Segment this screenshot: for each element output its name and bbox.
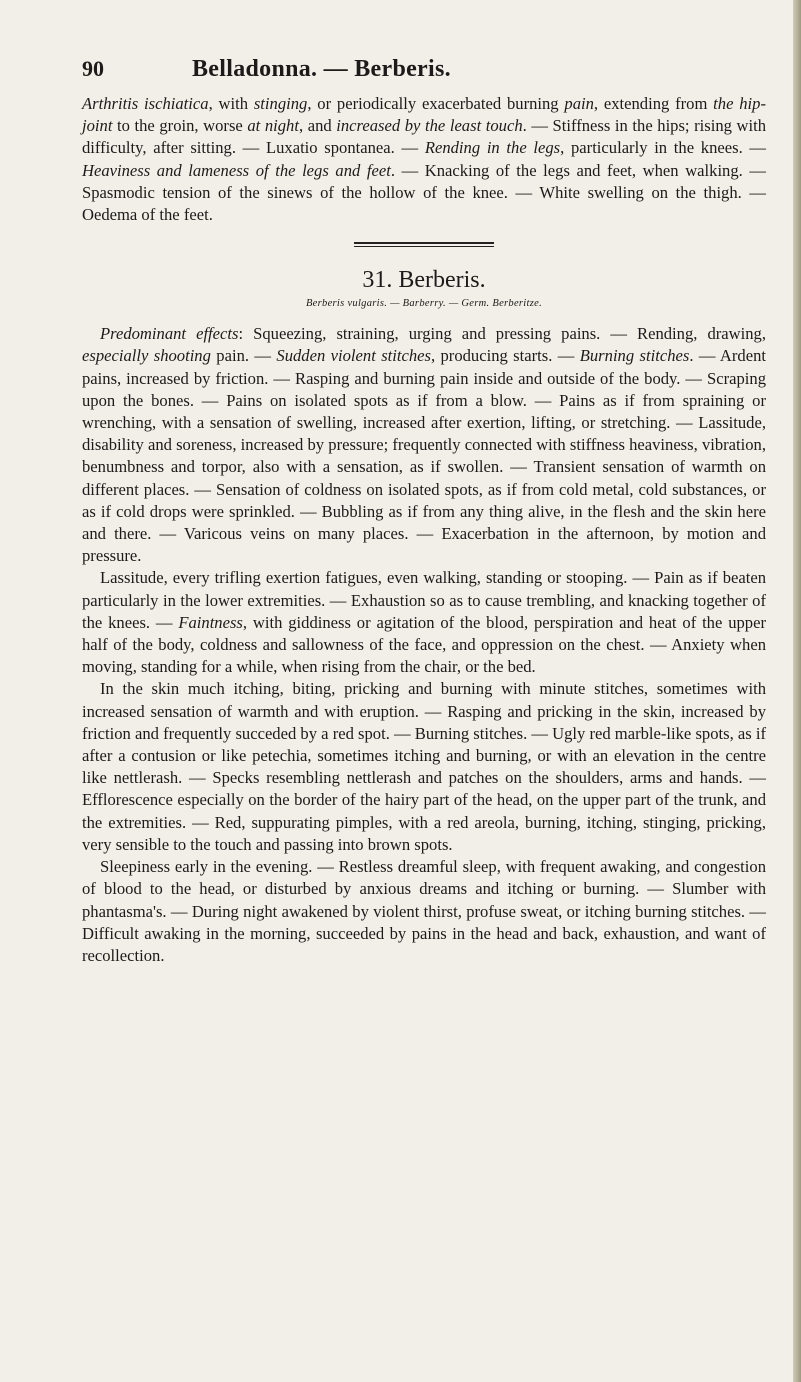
text-segment: , particularly in the knees. — [560, 138, 767, 158]
page-header [82, 56, 766, 83]
body-paragraph [82, 678, 766, 856]
berberis-body [82, 323, 766, 967]
italic-text-segment: especially shooting [82, 346, 211, 366]
body-paragraph [82, 856, 766, 967]
text-segment: to the groin, worse [112, 116, 248, 136]
divider-rule-thin [354, 246, 494, 247]
divider-rule-thick [354, 242, 494, 244]
text-segment: Lassitude, every trifling exertion fatigues, even walking, standing or stooping. — Pain as if beaten particularly in the lower extremities. — Exhaustion so as to cause trembling, and knacking together of the knees. — [82, 568, 766, 632]
belladonna-continuation-paragraph [82, 93, 766, 226]
text-segment: : Squeezing, straining, urging and pressing pains. — Rending, drawing, [238, 324, 766, 344]
text-segment: pain. — [210, 346, 277, 366]
text-segment: , or periodically exacerbated burning [307, 94, 565, 113]
italic-text-segment: Arthritis ischiatica [82, 94, 209, 113]
text-segment: . — Stiffness in the hips; rising with difficulty, after sitting. — Luxatio spontanea. — [82, 116, 767, 158]
page-edge-shadow [793, 0, 801, 1382]
italic-text-segment: Rending in the legs [424, 138, 561, 158]
body-paragraph [82, 323, 766, 567]
text-segment: , extending from [593, 94, 714, 113]
italic-text-segment: Sudden violent stitches [276, 346, 431, 366]
body-paragraph [82, 567, 766, 678]
italic-text-segment: Burning stitches [579, 346, 690, 366]
book-page [82, 56, 766, 967]
text-segment: , producing starts. — [430, 346, 580, 366]
section-divider [82, 242, 766, 249]
italic-text-segment: pain [564, 94, 594, 113]
italic-text-segment: Predominant effects [100, 324, 239, 344]
text-segment: Sleepiness early in the evening. — Restless dreamful sleep, with frequent awaking, and congestion of blood to the head, or disturbed by anxious dreams and itching or burning. — Slumber with phantasma's. — During night awakened by violent thirst, profuse sweat, or itching burning stitches. — Difficult awaking in the morning, succeeded by pains in the head and back, exhaustion, and want of recollection. [82, 857, 766, 965]
italic-text-segment: Faintness [178, 612, 243, 632]
text-segment: , and [298, 116, 337, 136]
italic-text-segment: Heaviness and lameness of the legs and feet [82, 160, 391, 180]
section-title: 31. Berberis. [362, 267, 486, 294]
italic-text-segment: at night [247, 116, 299, 136]
text-segment: . — Ardent pains, increased by friction. — Rasping and burning pain inside and outside of the body. — Scraping upon the bones. — Pains on isolated spots as if from a blow. — Pains as if from spraining or wrenching, with a sensation of swelling, increased after exertion, lifting, or stretching. — Lassitude, disability and soreness, increased by pressure; frequently connected with stiffness heaviness, vibration, benumbness and torpor, also with a sensation, as if swollen. — Transient sensation of warmth on different places. — Sensation of coldness on isolated spots, as if from cold metal, cold substances, or as if cold drops were sprinkled. — Bubbling as if from any thing alive, in the flesh and the skin here and there. — Varicous veins on many places. — Exacerbation in the afternoon, by motion and pressure. [82, 346, 767, 566]
running-title: Belladonna. — Berberis. [192, 56, 451, 82]
italic-text-segment: increased by the least touch [336, 116, 523, 136]
text-segment: , with [208, 94, 254, 113]
text-segment: . — Knacking of the legs and feet, when walking. — Spasmodic tension of the sinews of the hollow of the knee. — White swelling on the thigh. — Oedema of the feet. [82, 160, 766, 225]
text-segment: , with giddiness or agitation of the blood, perspiration and heat of the upper half of the body, coldness and sallowness of the face, and oppression on the chest. — Anxiety when moving, standing for a while, when rising from the chair, or the bed. [82, 612, 766, 677]
page-number: 90 [82, 56, 104, 81]
text-segment: In the skin much itching, biting, pricking and burning with minute stitches, sometimes with increased sensation of warmth and with eruption. — Rasping and pricking in the skin, increased by friction and frequently succeded by a red spot. — Burning stitches. — Ugly red marble-like spots, as if after a contusion or like petechia, sometimes itching and burning, or with an elevation in the centre like nettlerash. — Specks resembling nettlerash and patches on the shoulders, arms and hands. — Efflorescence especially on the border of the hairy part of the head, on the upper part of the trunk, and the extremities. — Red, suppurating pimples, with a red areola, burning, itching, stinging, pricking, very sensible to the touch and passing into brown spots. [82, 679, 766, 854]
section-synonyms: Berberis vulgaris. — Barberry. — Germ. Berberitze. [305, 298, 543, 310]
italic-text-segment: the hip-joint [82, 94, 766, 136]
italic-text-segment: stinging [253, 94, 308, 113]
